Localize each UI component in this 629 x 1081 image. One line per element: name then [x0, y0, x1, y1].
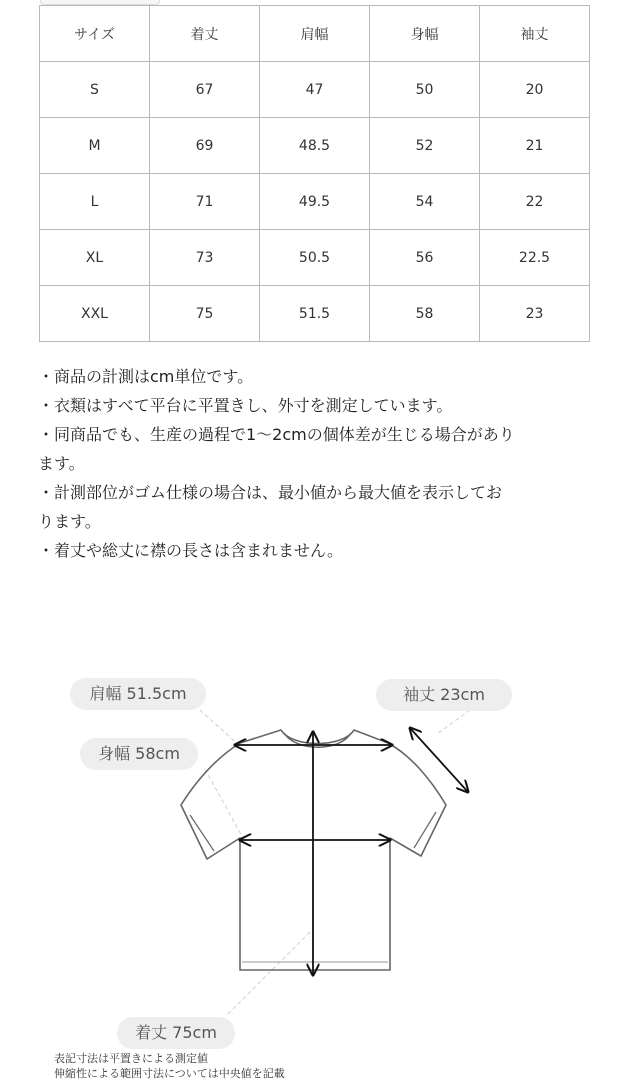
table-cell: 56 [370, 230, 480, 286]
table-cell: 58 [370, 286, 480, 342]
table-row [40, 118, 590, 174]
table-cell: 23 [480, 286, 590, 342]
header-chest: 身幅 [370, 6, 480, 62]
size-table [39, 5, 590, 342]
table-cell: 47 [260, 62, 370, 118]
table-row [40, 230, 590, 286]
table-cell: 49.5 [260, 174, 370, 230]
footnote-flat-measure: 表記寸法は平置きによる測定値 [54, 1052, 208, 1065]
table-cell: 50.5 [260, 230, 370, 286]
note-line: ります。 [38, 512, 101, 531]
note-line: ・同商品でも、生産の過程で1〜2cmの個体差が生じる場合があり [38, 425, 515, 444]
header-length: 着丈 [150, 6, 260, 62]
header-shoulder: 肩幅 [260, 6, 370, 62]
total-length-label: 着丈 75cm [117, 1017, 235, 1049]
table-cell: 48.5 [260, 118, 370, 174]
sleeve-length-label: 袖丈 23cm [376, 679, 512, 711]
measurement-arrows [235, 728, 468, 975]
note-line: ・衣類はすべて平台に平置きし、外寸を測定しています。 [38, 396, 453, 415]
note-line: ます。 [38, 454, 85, 473]
measurement-notes [38, 362, 598, 565]
table-cell: XXL [40, 286, 150, 342]
table-cell: 51.5 [260, 286, 370, 342]
note-line: ・着丈や総丈に襟の長さは含まれません。 [38, 541, 343, 560]
body-width-label: 身幅 58cm [80, 738, 198, 770]
table-cell: 21 [480, 118, 590, 174]
table-cell: 22 [480, 174, 590, 230]
table-cell: 69 [150, 118, 260, 174]
tshirt-diagram-svg [0, 670, 629, 1080]
table-row [40, 62, 590, 118]
table-cell: XL [40, 230, 150, 286]
table-cell: 67 [150, 62, 260, 118]
measurement-diagram [0, 670, 629, 1080]
table-header-row [40, 6, 590, 62]
table-cell: 20 [480, 62, 590, 118]
table-cell: 22.5 [480, 230, 590, 286]
note-line: ・計測部位がゴム仕様の場合は、最小値から最大値を表示してお [38, 483, 503, 502]
shoulder-width-label: 肩幅 51.5cm [70, 678, 206, 710]
table-cell: 52 [370, 118, 480, 174]
table-row [40, 286, 590, 342]
table-cell: M [40, 118, 150, 174]
table-cell: L [40, 174, 150, 230]
table-cell: 50 [370, 62, 480, 118]
header-sleeve: 袖丈 [480, 6, 590, 62]
table-cell: 54 [370, 174, 480, 230]
footnote-stretch-median: 伸縮性による範囲寸法については中央値を記載 [54, 1067, 285, 1080]
table-row [40, 174, 590, 230]
table-cell: 75 [150, 286, 260, 342]
table-cell: 73 [150, 230, 260, 286]
note-line: ・商品の計測はcm単位です。 [38, 367, 254, 386]
header-size: サイズ [40, 6, 150, 62]
table-cell: 71 [150, 174, 260, 230]
sleeve-arrow [410, 728, 468, 792]
table-cell: S [40, 62, 150, 118]
